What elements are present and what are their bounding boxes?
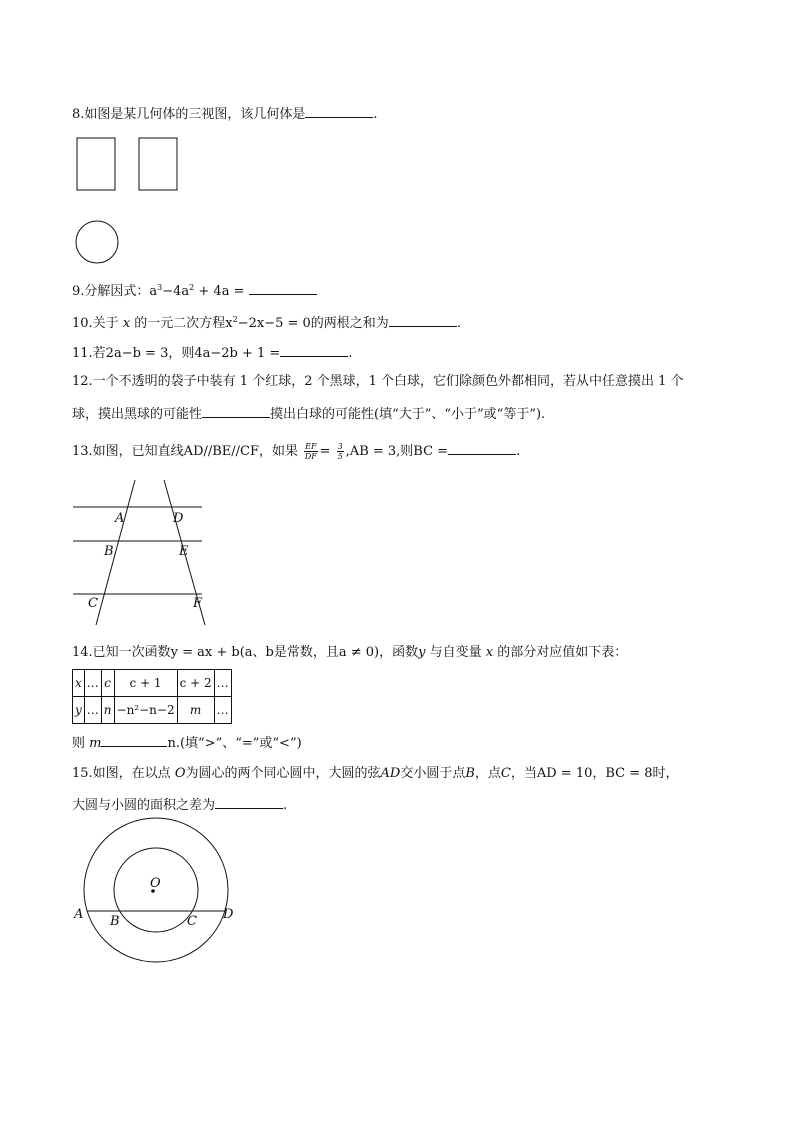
- question-15-text: 大圆与小圆的面积之差为: [72, 798, 216, 813]
- question-15-text: 15.如图，在以点: [72, 766, 175, 781]
- question-13-text: 13.如图，已知直线AD//BE//CF，如果: [72, 444, 303, 459]
- question-14-text: n.(填“>”、“=”或“<”): [167, 736, 302, 751]
- table-cell: c + 2: [177, 670, 214, 697]
- label-a: A: [74, 907, 84, 922]
- question-9-text: + 4a =: [194, 284, 249, 299]
- exponent: 2: [232, 315, 238, 324]
- table-cell: c + 1: [114, 670, 177, 697]
- exponent: 2: [189, 283, 195, 292]
- period: .: [373, 107, 378, 122]
- question-9-text: −4a: [162, 284, 190, 299]
- variable-x: x: [485, 645, 494, 660]
- table-cell: m: [177, 697, 214, 724]
- chord-ad: AD: [380, 766, 401, 781]
- table-cell: −n²−n−2: [114, 697, 177, 724]
- point-b: B: [465, 766, 475, 781]
- variable-y: y: [418, 645, 426, 660]
- period: .: [348, 346, 353, 361]
- question-10-text: −2x−5 = 0的两根之和为: [237, 316, 389, 331]
- question-12-text: 摸出白球的可能性(填“大于”、“小于”或“等于”).: [270, 407, 546, 422]
- table-cell: …: [214, 670, 231, 697]
- question-15-text: 交小圆于点: [400, 766, 466, 781]
- label-b: B: [110, 914, 120, 929]
- period: .: [283, 798, 288, 813]
- table-cell: c: [101, 670, 114, 697]
- equals-sign: =: [319, 444, 335, 459]
- question-9-text: 9.分解因式：a: [72, 284, 158, 299]
- question-12-text: 12.一个不透明的袋子中装有 1 个红球，2 个黑球，1 个白球，它们除颜色外都相同，若从中任意摸出 1 个: [72, 374, 684, 389]
- label-a: A: [115, 511, 125, 526]
- table-cell: n: [101, 697, 114, 724]
- question-13-text: ,AB = 3,则BC =: [345, 444, 449, 459]
- table-cell: …: [84, 697, 101, 724]
- period: .: [516, 444, 521, 459]
- fraction-denominator: 5: [337, 452, 343, 461]
- question-8-text: 8.如图是某几何体的三视图，该几何体是: [72, 107, 306, 122]
- variable-x: x: [122, 316, 131, 331]
- question-14-text: 与自变量: [425, 645, 486, 660]
- period: .: [456, 316, 461, 331]
- label-b: B: [104, 544, 114, 559]
- label-d: D: [223, 907, 234, 922]
- table-cell: y: [73, 697, 85, 724]
- question-14-text: 则: [72, 736, 90, 751]
- question-12-text: 球，摸出黑球的可能性: [72, 407, 203, 422]
- label-c: C: [187, 914, 197, 929]
- fraction-numerator: EF: [305, 442, 317, 451]
- fraction-denominator: DF: [304, 452, 317, 461]
- label-o: O: [150, 876, 161, 891]
- question-14-text: 的部分对应值如下表：: [493, 645, 628, 660]
- point-o: O: [174, 766, 186, 781]
- table-cell: …: [84, 670, 101, 697]
- fraction-numerator: 3: [337, 442, 343, 451]
- label-d: D: [173, 511, 184, 526]
- question-15-text: ，当AD = 10，BC = 8时，: [510, 766, 679, 781]
- variable-m: m: [89, 736, 102, 751]
- question-10-text: 的一元二次方程x: [130, 316, 233, 331]
- exponent: 3: [157, 283, 163, 292]
- question-14-text: 14.已知一次函数y = ax + b(a、b是常数，且a ≠ 0)，函数: [72, 645, 419, 660]
- point-c: C: [500, 766, 511, 781]
- label-c: C: [88, 596, 98, 611]
- question-10-text: 10.关于: [72, 316, 123, 331]
- question-15-text: ，点: [474, 766, 501, 781]
- label-e: E: [179, 544, 189, 559]
- table-cell: …: [214, 697, 231, 724]
- question-15-text: 为圆心的两个同心圆中，大圆的弦: [185, 766, 381, 781]
- question-11-text: 11.若2a−b = 3，则4a−2b + 1 =: [72, 346, 281, 361]
- label-f: F: [193, 596, 203, 611]
- table-cell: x: [73, 670, 85, 697]
